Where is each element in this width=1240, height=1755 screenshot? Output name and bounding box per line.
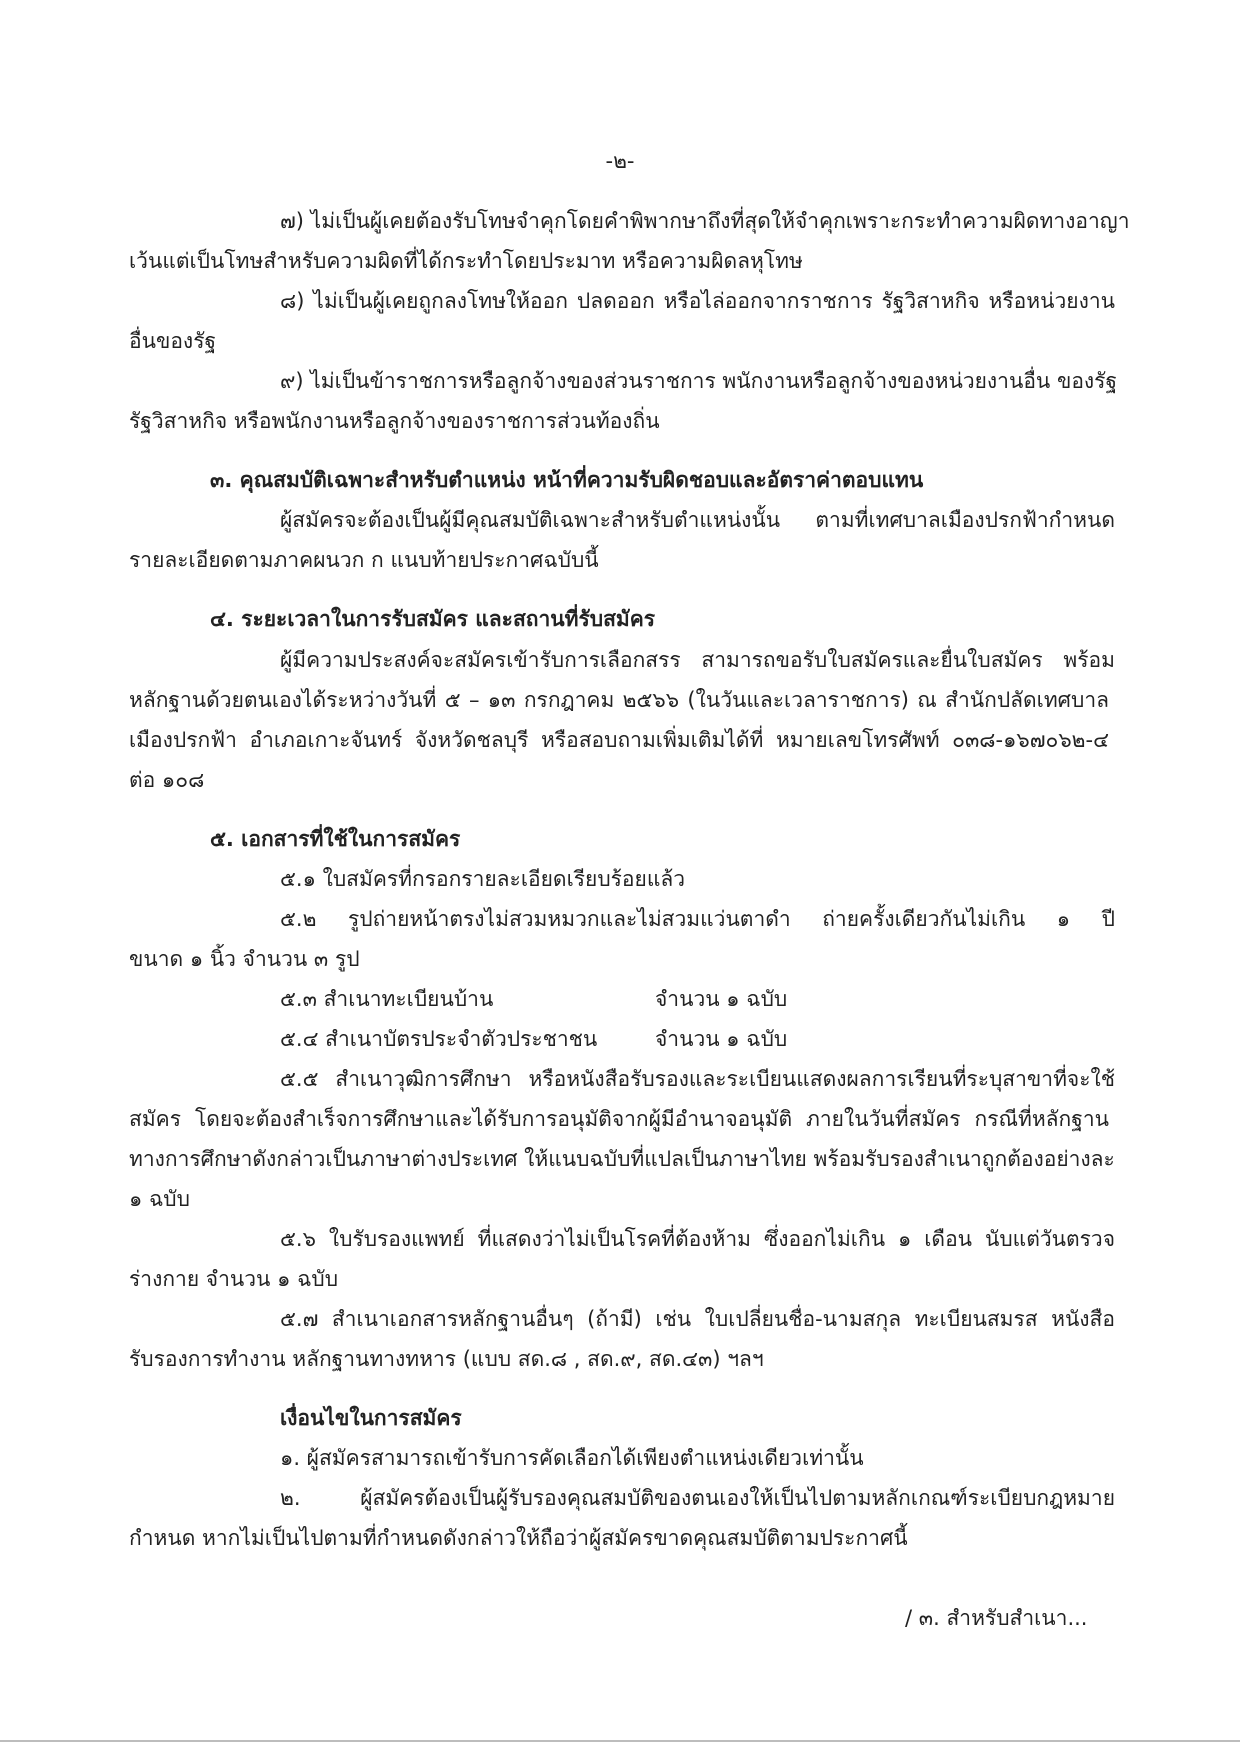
section-3-line-2: รายละเอียดตามภาคผนวก ก แนบท้ายประกาศฉบับนี้: [129, 548, 599, 572]
para-8-line-2: อื่นของรัฐ: [129, 329, 217, 353]
section-3-line-1: ผู้สมัครจะต้องเป็นผู้มีคุณสมบัติเฉพาะสำหรับตำแหน่งนั้น ตามที่เทศบาลเมืองปรกฟ้ากำหนด: [280, 508, 1115, 532]
section-4-line-3: เมืองปรกฟ้า อำเภอเกาะจันทร์ จังหวัดชลบุรี หรือสอบถามเพิ่มเติมได้ที่ หมายเลขโทรศัพท์ ๐๓๘-๑๖๗๐๖๒-๔: [129, 728, 1109, 752]
conditions-item-1: ๑. ผู้สมัครสามารถเข้ารับการคัดเลือกได้เพียงตำแหน่งเดียวเท่านั้น: [280, 1446, 864, 1470]
section-4-line-1: ผู้มีความประสงค์จะสมัครเข้ารับการเลือกสรร สามารถขอรับใบสมัครและยื่นใบสมัคร พร้อม: [280, 648, 1115, 672]
section-4-line-2: หลักฐานด้วยตนเองได้ระหว่างวันที่ ๕ – ๑๓ กรกฎาคม ๒๕๖๖ (ในวันและเวลาราชการ) ณ สำนักปลัดเทศบาล: [129, 688, 1109, 712]
section-5-item-2-line-1: ๕.๒ รูปถ่ายหน้าตรงไม่สวมหมวกและไม่สวมแว่นตาดำ ถ่ายครั้งเดียวกันไม่เกิน ๑ ปี: [280, 907, 1115, 931]
section-5-item-4-label: ๕.๔ สำเนาบัตรประจำตัวประชาชน: [280, 1027, 598, 1051]
para-7-line-1: ๗) ไม่เป็นผู้เคยต้องรับโทษจำคุกโดยคำพิพากษาถึงที่สุดให้จำคุกเพราะกระทำความผิดทางอาญา: [280, 209, 1130, 233]
para-8-line-1: ๘) ไม่เป็นผู้เคยถูกลงโทษให้ออก ปลดออก หรือไล่ออกจากราชการ รัฐวิสาหกิจ หรือหน่วยงาน: [280, 289, 1115, 313]
section-5-item-3-label: ๕.๓ สำเนาทะเบียนบ้าน: [280, 987, 494, 1011]
section-4-line-4: ต่อ ๑๐๘: [129, 768, 205, 792]
section-5-item-5-line-2: สมัคร โดยจะต้องสำเร็จการศึกษาและได้รับการอนุมัติจากผู้มีอำนาจอนุมัติ ภายในวันที่สมัคร กรณีที่หลักฐาน: [129, 1107, 1109, 1131]
section-3-heading: ๓. คุณสมบัติเฉพาะสำหรับตำแหน่ง หน้าที่ความรับผิดชอบและอัตราค่าตอบแทน: [210, 468, 924, 492]
para-9-line-1: ๙) ไม่เป็นข้าราชการหรือลูกจ้างของส่วนราชการ พนักงานหรือลูกจ้างของหน่วยงานอื่น ของรัฐ: [280, 369, 1118, 393]
conditions-item-2-line-2: กำหนด หากไม่เป็นไปตามที่กำหนดดังกล่าวให้ถือว่าผู้สมัครขาดคุณสมบัติตามประกาศนี้: [129, 1526, 908, 1550]
section-5-item-5-line-1: ๕.๕ สำเนาวุฒิการศึกษา หรือหนังสือรับรองและระเบียนแสดงผลการเรียนที่ระบุสาขาที่จะใช้: [280, 1067, 1115, 1091]
section-4-heading: ๔. ระยะเวลาในการรับสมัคร และสถานที่รับสมัคร: [210, 607, 656, 631]
section-5-item-5-line-4: ๑ ฉบับ: [129, 1187, 190, 1211]
continuation-note: / ๓. สำหรับสำเนา...: [905, 1606, 1088, 1630]
section-5-item-3-count: จำนวน ๑ ฉบับ: [655, 987, 788, 1011]
para-9-line-2: รัฐวิสาหกิจ หรือพนักงานหรือลูกจ้างของราชการส่วนท้องถิ่น: [129, 409, 660, 433]
para-7-line-2: เว้นแต่เป็นโทษสำหรับความผิดที่ได้กระทำโดยประมาท หรือความผิดลหุโทษ: [129, 249, 803, 273]
conditions-item-2-line-1: ๒. ผู้สมัครต้องเป็นผู้รับรองคุณสมบัติของตนเองให้เป็นไปตามหลักเกณฑ์ระเบียบกฎหมาย: [280, 1486, 1115, 1510]
section-5-item-6-line-2: ร่างกาย จำนวน ๑ ฉบับ: [129, 1267, 339, 1291]
section-5-heading: ๕. เอกสารที่ใช้ในการสมัคร: [210, 827, 461, 851]
conditions-heading: เงื่อนไขในการสมัคร: [280, 1406, 462, 1430]
section-5-item-4-count: จำนวน ๑ ฉบับ: [655, 1027, 788, 1051]
section-5-item-1: ๕.๑ ใบสมัครที่กรอกรายละเอียดเรียบร้อยแล้ว: [280, 867, 686, 891]
section-5-item-7-line-1: ๕.๗ สำเนาเอกสารหลักฐานอื่นๆ (ถ้ามี) เช่น ใบเปลี่ยนชื่อ-นามสกุล ทะเบียนสมรส หนังสือ: [280, 1307, 1115, 1331]
section-5-item-6-line-1: ๕.๖ ใบรับรองแพทย์ ที่แสดงว่าไม่เป็นโรคที่ต้องห้าม ซึ่งออกไม่เกิน ๑ เดือน นับแต่วันตรวจ: [280, 1227, 1115, 1251]
scan-edge-rule: [0, 1740, 1240, 1742]
page-number: -๒-: [605, 149, 635, 173]
section-5-item-5-line-3: ทางการศึกษาดังกล่าวเป็นภาษาต่างประเทศ ให้แนบฉบับที่แปลเป็นภาษาไทย พร้อมรับรองสำเนาถูกต้องอย่างละ: [129, 1147, 1115, 1171]
section-5-item-7-line-2: รับรองการทำงาน หลักฐานทางทหาร (แบบ สด.๘ , สด.๙, สด.๔๓) ฯลฯ: [129, 1347, 764, 1371]
section-5-item-2-line-2: ขนาด ๑ นิ้ว จำนวน ๓ รูป: [129, 947, 360, 971]
